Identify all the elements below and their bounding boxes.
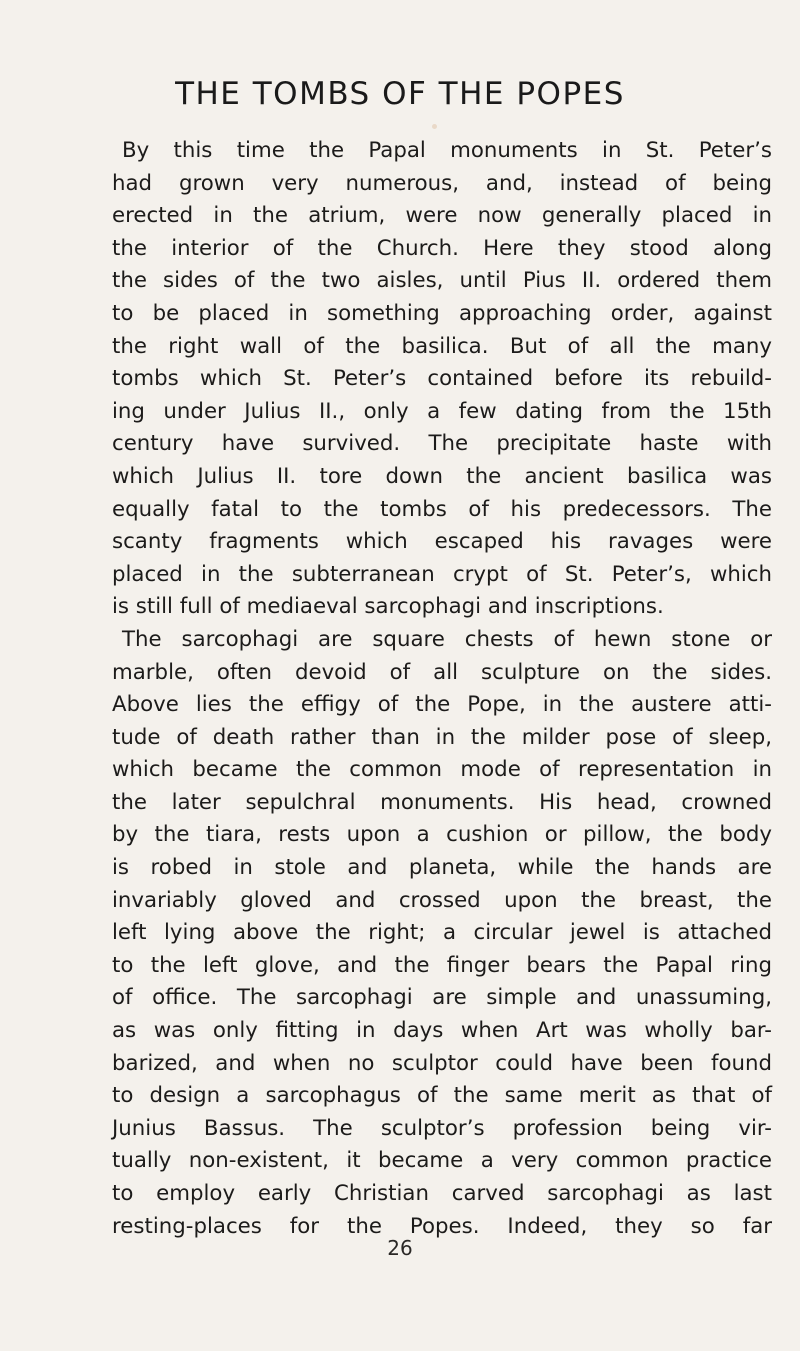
text-line: left lying above the right; a circular jewel is attached: [112, 920, 772, 946]
text-line: by the tiara, rests upon a cushion or pillow, the body: [112, 822, 772, 848]
text-line: invariably gloved and crossed upon the breast, the: [112, 887, 772, 913]
text-line: to be placed in something approaching order, against: [112, 300, 772, 326]
paper-speck: [432, 124, 437, 129]
text-line: By this time the Papal monuments in St. Peter’s: [122, 138, 772, 163]
text-line: tually non-existent, it became a very common practice: [112, 1148, 772, 1174]
text-line: equally fatal to the tombs of his predecessors. The: [112, 496, 772, 522]
text-line: Junius Bassus. The sculptor’s profession being vir-: [112, 1115, 772, 1141]
text-line: barized, and when no sculptor could have been found: [112, 1050, 772, 1076]
text-line: of office. The sarcophagi are simple and unassuming,: [112, 985, 772, 1011]
text-line: to the left glove, and the finger bears the Papal ring: [112, 952, 772, 978]
text-line: is still full of mediaeval sarcophagi and inscriptions.: [112, 594, 664, 620]
text-line: tude of death rather than in the milder pose of sleep,: [112, 724, 772, 750]
text-line: to employ early Christian carved sarcophagi as last: [112, 1181, 772, 1206]
text-line: The sarcophagi are square chests of hewn stone or: [122, 626, 772, 652]
text-line: century have survived. The precipitate haste with: [112, 431, 772, 457]
body-text: [112, 135, 772, 1243]
text-line: which became the common mode of representation in: [112, 757, 772, 783]
text-line: scanty fragments which escaped his ravages were: [112, 529, 772, 555]
text-line: had grown very numerous, and, instead of being: [112, 170, 772, 196]
text-line: Above lies the effigy of the Pope, in the austere atti-: [112, 692, 772, 718]
text-line: as was only fitting in days when Art was wholly bar-: [112, 1018, 772, 1044]
text-line: the sides of the two aisles, until Pius II. ordered them: [112, 268, 772, 294]
text-line: marble, often devoid of all sculpture on the sides.: [112, 659, 772, 685]
text-line: tombs which St. Peter’s contained before its rebuild-: [112, 366, 772, 392]
text-line: which Julius II. tore down the ancient basilica was: [112, 463, 772, 489]
running-head: THE TOMBS OF THE POPES: [175, 76, 625, 112]
text-line: the right wall of the basilica. But of all the many: [112, 333, 772, 359]
text-line: erected in the atrium, were now generally placed in: [112, 203, 772, 229]
text-line: ing under Julius II., only a few dating from the 15th: [112, 398, 772, 424]
text-line: is robed in stole and planeta, while the hands are: [112, 855, 772, 881]
text-line: the later sepulchral monuments. His head, crowned: [112, 789, 772, 815]
text-line: to design a sarcophagus of the same merit as that of: [112, 1083, 772, 1109]
text-line: the interior of the Church. Here they stood along: [112, 235, 772, 261]
page-number: 26: [387, 1236, 413, 1260]
text-line: resting-places for the Popes. Indeed, they so far: [112, 1213, 772, 1239]
text-line: placed in the subterranean crypt of St. Peter’s, which: [112, 561, 772, 587]
